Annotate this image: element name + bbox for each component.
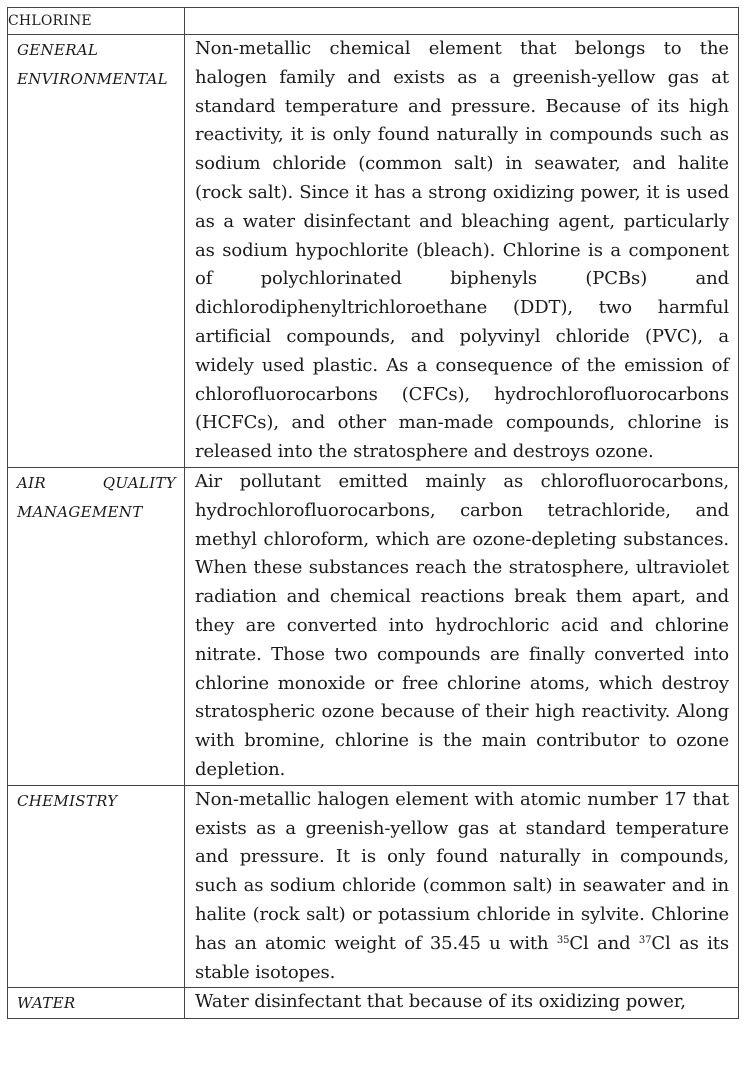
field-label-water: [8, 988, 185, 1019]
definition-air-quality-management: Air pollutant emitted mainly as chlorofluorocarbons, hydrochlorofluorocarbons, carbon tetrachloride, and methyl chloroform, which are ozone-depleting substances. When these substances reach the stratosphere, ultraviolet radiation and chemical reactions break them apart, and they are converted into hydrochloric acid and chlorine nitrate. Those two compounds are finally converted into chlorine monoxide or free chlorine atoms, which destroy stratospheric ozone because of their high reactivity. Along with bromine, chlorine is the main contributor to ozone depletion.: [185, 467, 739, 785]
isotope-mass-number: 37: [638, 934, 652, 946]
definition-text: Non-metallic halogen element with atomic number 17 that exists as a greenish-yellow gas at standard temperature and pressure. It is only found naturally in compounds, such as sodium chloride (common salt) in seawater and in halite (rock salt) or potassium chloride in sylvite. Chlorine has an atomic weight of 35.45 u with: [195, 788, 729, 954]
definition-text: Cl as its stable isotopes.: [195, 932, 729, 983]
glossary-page: [7, 7, 738, 1019]
definition-text: Cl and: [569, 932, 639, 954]
table-row: [8, 785, 739, 988]
table-row: [8, 988, 739, 1019]
field-label-line: ENVIRONMENTAL: [17, 70, 168, 88]
definition-water: Water disinfectant that because of its oxidizing power,: [185, 988, 739, 1019]
definition-chemistry: [185, 785, 739, 988]
table-row: [8, 35, 739, 468]
entry-title-blank-cell: [185, 8, 739, 35]
field-label-line: MANAGEMENT: [17, 502, 143, 521]
table-header-row: [8, 8, 739, 35]
field-label-line: WATER: [17, 994, 76, 1013]
isotope-mass-number: 35: [556, 934, 570, 946]
entry-title: CHLORINE: [8, 8, 185, 35]
glossary-table: [7, 7, 739, 1019]
field-label-line: CHEMISTRY: [17, 791, 118, 810]
field-label-line: GENERAL: [17, 41, 99, 59]
field-label-general-environmental: [8, 35, 185, 468]
definition-general-environmental: Non-metallic chemical element that belongs to the halogen family and exists as a greenish-yellow gas at standard temperature and pressure. Because of its high reactivity, it is only found naturally in compounds such as sodium chloride (common salt) in seawater, and halite (rock salt). Since it has a strong oxidizing power, it is used as a water disinfectant and bleaching agent, particularly as sodium hypochlorite (bleach). Chlorine is a component of polychlorinated biphenyls (PCBs) and dichlorodiphenyltrichloroethane (DDT), two harmful artificial compounds, and polyvinyl chloride (PVC), a widely used plastic. As a consequence of the emission of chlorofluorocarbons (CFCs), hydrochlorofluorocarbons (HCFCs), and other man-made compounds, chlorine is released into the stratosphere and destroys ozone.: [185, 35, 739, 468]
field-label-air-quality-management: [8, 467, 185, 785]
field-label-chemistry: [8, 785, 185, 988]
table-row: [8, 467, 739, 785]
field-label-line: AIR QUALITY: [17, 473, 176, 492]
